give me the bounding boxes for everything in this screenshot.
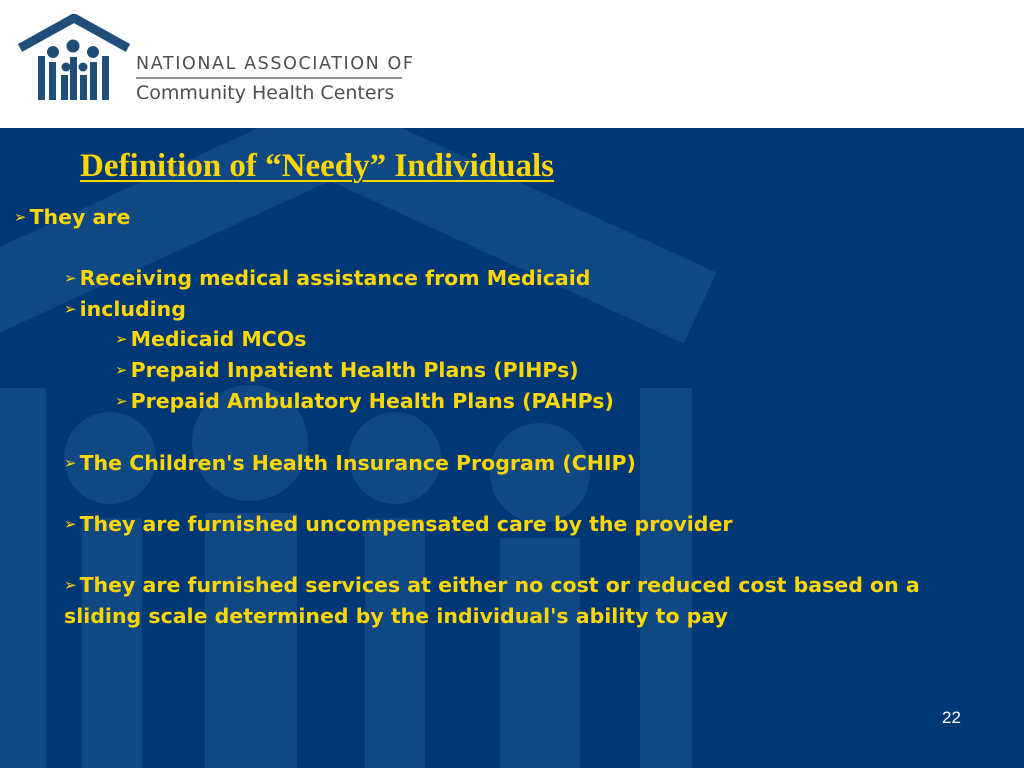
bullet-level2-including <box>64 294 186 325</box>
arrow-bullet-icon: ➢ <box>115 330 128 348</box>
arrow-bullet-icon: ➢ <box>64 515 77 533</box>
bullet-text: including <box>79 297 186 321</box>
arrow-bullet-icon: ➢ <box>64 454 77 472</box>
bullet-level3-pihps <box>115 355 579 386</box>
bullet-text: Prepaid Ambulatory Health Plans (PAHPs) <box>130 389 614 413</box>
bullet-level2-chip <box>64 448 636 479</box>
org-name-divider <box>136 77 402 79</box>
bullet-level3-medicaid-mcos <box>115 324 306 355</box>
bullet-text: Receiving medical assistance from Medicaid <box>79 266 591 290</box>
bullet-text: The Children's Health Insurance Program (CHIP) <box>79 451 636 475</box>
org-name-line2: Community Health Centers <box>136 82 395 104</box>
bullet-text: Prepaid Inpatient Health Plans (PIHPs) <box>130 358 579 382</box>
slide-header <box>0 0 1024 128</box>
bullet-level2-sliding-scale <box>64 570 999 632</box>
bullet-level2-medicaid <box>64 263 590 294</box>
bullet-text: They are furnished services at either no cost or reduced cost based on a sliding scale determined by the individual's ability to pay <box>64 573 920 628</box>
org-name-line1: NATIONAL ASSOCIATION OF <box>136 54 415 74</box>
arrow-bullet-icon: ➢ <box>64 300 77 318</box>
arrow-bullet-icon: ➢ <box>64 269 77 287</box>
bullet-text: Medicaid MCOs <box>130 327 307 351</box>
arrow-bullet-icon: ➢ <box>14 208 27 226</box>
bullet-level1-they-are <box>14 202 130 233</box>
bullet-text: They are <box>29 205 131 229</box>
slide-body <box>0 128 1024 768</box>
bullet-text: They are furnished uncompensated care by the provider <box>79 512 733 536</box>
arrow-bullet-icon: ➢ <box>115 361 128 379</box>
bullet-level3-pahps <box>115 386 614 417</box>
bullet-level2-uncompensated-care <box>64 509 733 540</box>
arrow-bullet-icon: ➢ <box>64 576 77 594</box>
slide-title: Definition of “Needy” Individuals <box>80 148 554 184</box>
page-number: 22 <box>942 708 961 727</box>
house-with-family-icon <box>16 14 132 104</box>
arrow-bullet-icon: ➢ <box>115 392 128 410</box>
